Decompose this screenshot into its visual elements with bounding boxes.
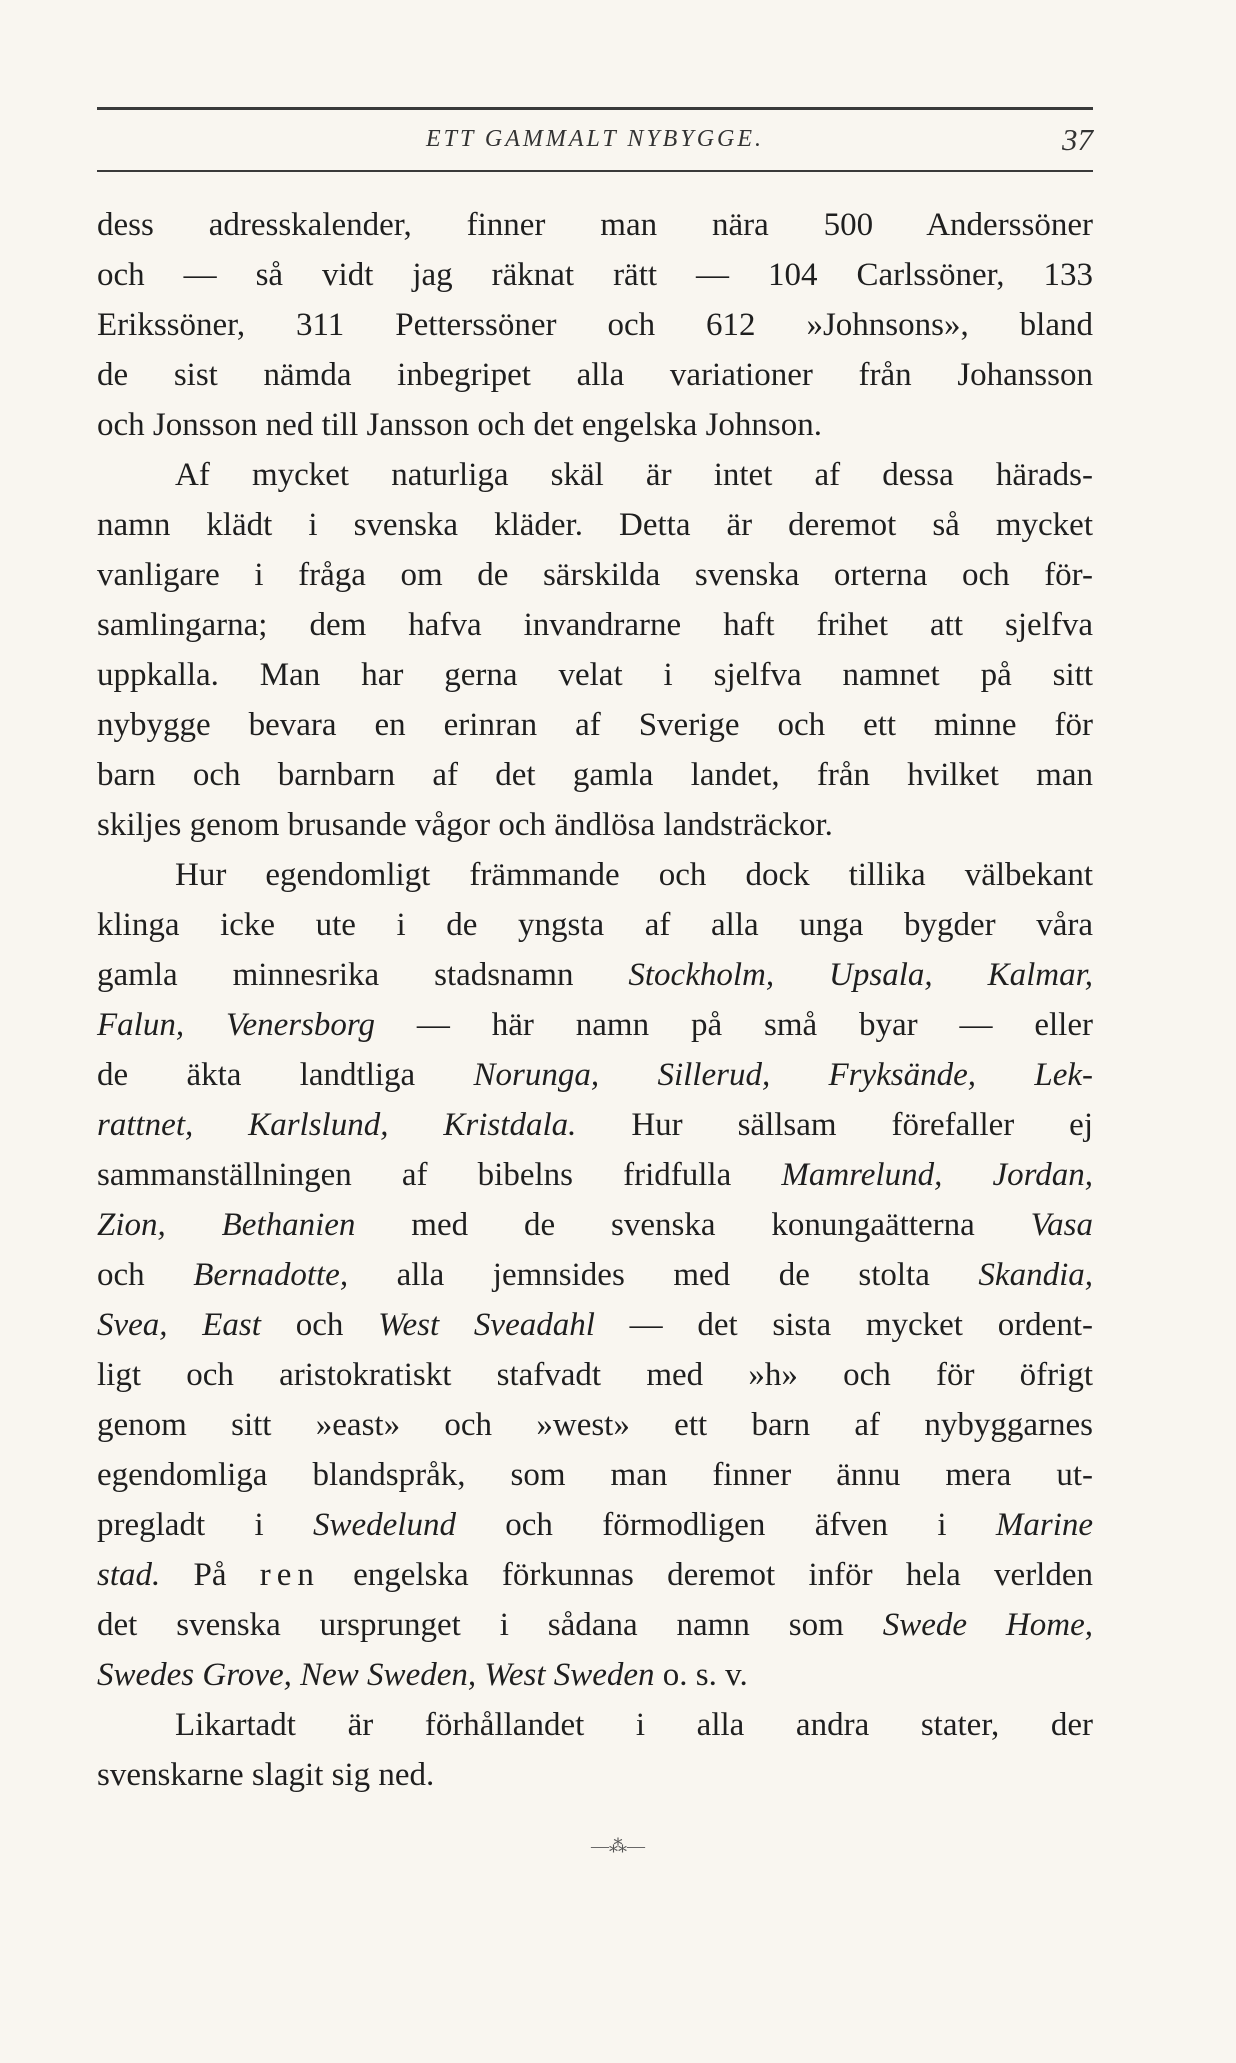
text-run: — det sista mycket ordent- — [594, 1307, 1093, 1343]
place-name: Swede Home, — [882, 1607, 1093, 1643]
text-line: och Jonsson ned till Jansson och det engelska Johnson. — [97, 407, 823, 443]
place-name: Svea, East — [97, 1307, 261, 1343]
text-run: alla jemnsides med de stolta — [348, 1257, 979, 1293]
text-run: de äkta landtliga — [97, 1057, 474, 1093]
text-line: Likartadt är förhållandet i alla andra stater, der — [175, 1707, 1093, 1743]
text-line: och — så vidt jag räknat rätt — 104 Carlssöner, 133 — [97, 257, 1093, 293]
text-line — [97, 950, 1093, 1000]
text-run: engelska förkunnas deremot inför hela verlden — [319, 1557, 1093, 1593]
text-line — [97, 1550, 1093, 1600]
place-name: Mamrelund, Jordan, — [781, 1157, 1093, 1193]
place-name: Marine — [995, 1507, 1094, 1543]
text-run: På — [160, 1557, 260, 1593]
place-name: rattnet, Karlslund, Kristdala. — [97, 1107, 577, 1143]
place-name: Swedelund — [312, 1507, 456, 1543]
place-name: Stockholm, Upsala, Kalmar, — [628, 957, 1094, 993]
text-line: klinga icke ute i de yngsta af alla unga bygder våra — [97, 907, 1093, 943]
text-run: sammanställningen af bibelns fridfulla — [97, 1157, 782, 1193]
body-text — [97, 200, 1093, 1800]
header-rule-bottom — [97, 170, 1093, 172]
text-line: barn och barnbarn af det gamla landet, från hvilket man — [97, 757, 1093, 793]
text-run: med de svenska konungaätterna — [355, 1207, 1031, 1243]
place-name: Bernadotte, — [193, 1257, 349, 1293]
place-name: Vasa — [1030, 1207, 1093, 1243]
text-run: Hur sällsam förefaller ej — [576, 1107, 1094, 1143]
text-run: gamla minnesrika stadsnamn — [97, 957, 629, 993]
text-line: vanligare i fråga om de särskilda svenska orterna och för- — [97, 557, 1093, 593]
text-line: skiljes genom brusande vågor och ändlösa landsträckor. — [97, 807, 833, 843]
text-line: svenskarne slagit sig ned. — [97, 1757, 435, 1793]
text-run: och — [260, 1307, 379, 1343]
text-line — [97, 1150, 1093, 1200]
place-name: Zion, Bethanien — [97, 1207, 356, 1243]
text-line: dess adresskalender, finner man nära 500 Anderssöner — [97, 207, 1093, 243]
running-head — [97, 118, 1093, 162]
text-run: och förmodligen äfven i — [455, 1507, 996, 1543]
text-run: och — [97, 1257, 194, 1293]
text-line: Erikssöner, 311 Petterssöner och 612 »Johnsons», bland — [97, 307, 1093, 343]
text-line: nybygge bevara en erinran af Sverige och ett minne för — [97, 707, 1093, 743]
text-line — [97, 1500, 1093, 1550]
place-name: Skandia, — [978, 1257, 1093, 1293]
header-rule-top — [97, 107, 1093, 110]
place-name: Falun, Venersborg — [97, 1007, 376, 1043]
text-run: det svenska ursprunget i sådana namn som — [97, 1607, 883, 1643]
text-run: — här namn på små byar — eller — [375, 1007, 1093, 1043]
text-line — [97, 1650, 1093, 1700]
running-title: ETT GAMMALT NYBYGGE. — [425, 126, 765, 152]
text-line — [97, 1200, 1093, 1250]
text-line: namn klädt i svenska kläder. Detta är deremot så mycket — [97, 507, 1093, 543]
place-name: stad. — [97, 1557, 161, 1593]
text-line — [97, 1100, 1093, 1150]
place-name: Norunga, Sillerud, Fryksände, Lek- — [473, 1057, 1093, 1093]
text-line: egendomliga blandspråk, som man finner ännu mera ut- — [97, 1457, 1093, 1493]
place-name: Swedes Grove, New Sweden, West Sweden — [97, 1657, 655, 1693]
place-name: West Sveadahl — [378, 1307, 595, 1343]
text-run: pregladt i — [97, 1507, 313, 1543]
text-line — [97, 1250, 1093, 1300]
text-line: samlingarna; dem hafva invandrarne haft frihet att sjelfva — [97, 607, 1093, 643]
end-ornament: —⁂— — [591, 1836, 645, 1856]
text-line: ligt och aristokratiskt stafvadt med »h» och för öfrigt — [97, 1357, 1093, 1393]
text-line: uppkalla. Man har gerna velat i sjelfva namnet på sitt — [97, 657, 1093, 693]
text-line: Af mycket naturliga skäl är intet af dessa härads- — [175, 457, 1093, 493]
text-run: o. s. v. — [654, 1657, 748, 1693]
text-line — [97, 1000, 1093, 1050]
page-number: 37 — [1062, 122, 1093, 157]
text-line — [97, 1600, 1093, 1650]
text-line: de sist nämda inbegripet alla variationer från Johansson — [97, 357, 1093, 393]
spaced-emphasis: ren — [259, 1557, 320, 1593]
text-line — [97, 1050, 1093, 1100]
text-line: Hur egendomligt främmande och dock tillika välbekant — [175, 857, 1093, 893]
text-line — [97, 1300, 1093, 1350]
text-line: genom sitt »east» och »west» ett barn af nybyggarnes — [97, 1407, 1093, 1443]
